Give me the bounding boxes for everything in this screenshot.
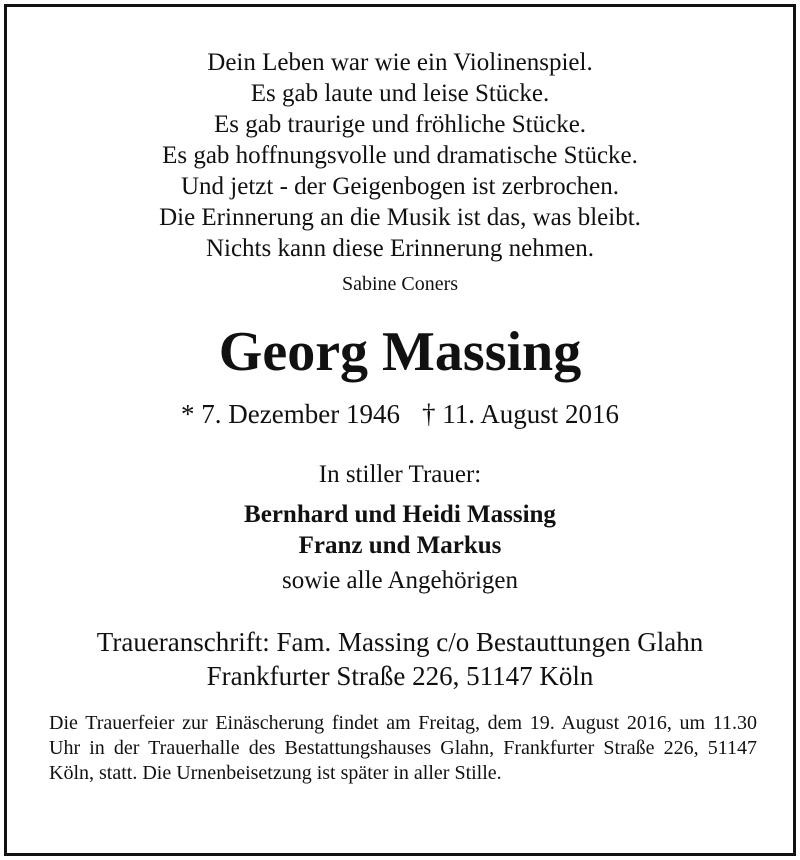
mourning-intro: In stiller Trauer: — [318, 461, 482, 488]
poem — [7, 47, 793, 264]
poem-author: Sabine Coners — [341, 273, 459, 295]
mourning-address — [7, 625, 793, 693]
deceased-name: Georg Massing — [218, 321, 582, 383]
poem-line: Es gab laute und leise Stücke. — [250, 80, 550, 107]
relatives-note: sowie alle Angehörigen — [281, 567, 519, 594]
life-dates — [7, 399, 793, 430]
poem-line: Es gab hoffnungsvolle und dramatische Stücke. — [162, 142, 638, 169]
birth-date: * 7. Dezember 1946 — [181, 399, 400, 429]
poem-line: Die Erinnerung an die Musik ist das, was bleibt. — [159, 204, 641, 231]
poem-line: Dein Leben war wie ein Violinenspiel. — [207, 49, 593, 76]
address-line: Traueranschrift: Fam. Massing c/o Bestauttungen Glahn — [96, 627, 704, 657]
mourner-name: Franz und Markus — [298, 532, 502, 559]
mourner-list — [7, 499, 793, 561]
death-date: † 11. August 2016 — [421, 399, 619, 429]
obituary-frame — [4, 4, 796, 856]
address-line: Frankfurter Straße 226, 51147 Köln — [206, 661, 594, 691]
poem-line: Und jetzt - der Geigenbogen ist zerbrochen. — [180, 173, 620, 200]
poem-line: Nichts kann diese Erinnerung nehmen. — [205, 235, 595, 262]
mourner-name: Bernhard und Heidi Massing — [244, 501, 556, 528]
poem-line: Es gab traurige und fröhliche Stücke. — [213, 111, 587, 138]
funeral-notice: Die Trauerfeier zur Einäscherung findet am Freitag, dem 19. August 2016, um 11.30 Uhr in der Trauerhalle des Bestattungshauses Glahn, Frankfurter Straße 226, 51147 Köln, statt. Die Urnenbeisetzung ist später in aller Stille. — [49, 712, 757, 784]
